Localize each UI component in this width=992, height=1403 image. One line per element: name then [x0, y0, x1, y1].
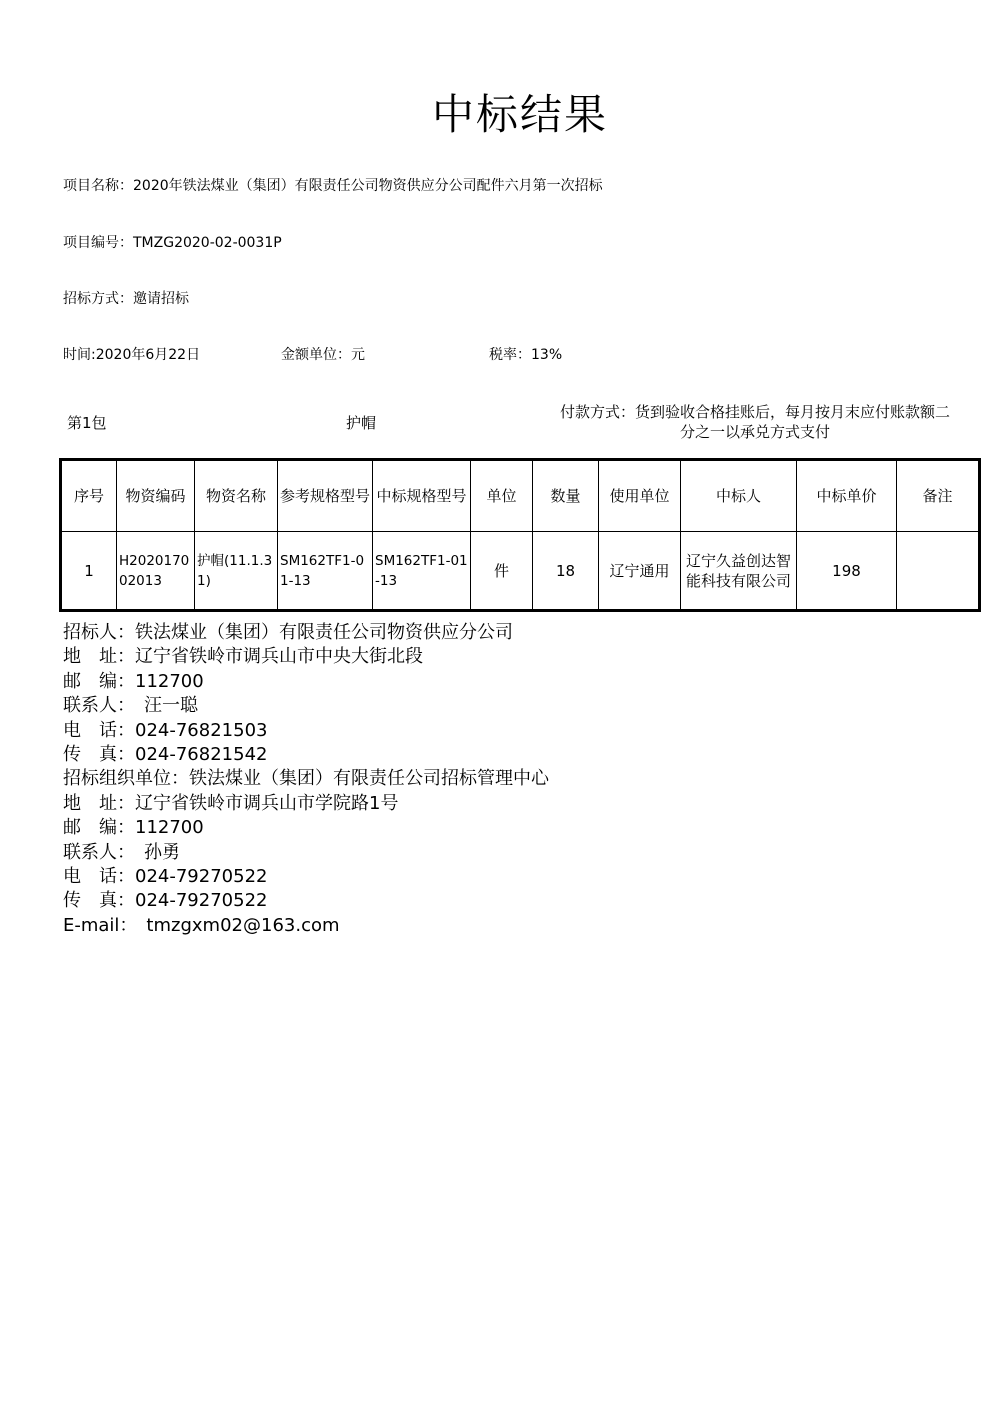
- tenderer-postcode: 邮 编：112700: [63, 670, 204, 692]
- cell-unit: 件: [471, 532, 533, 611]
- header-cell: 中标规格型号: [373, 460, 471, 532]
- agency-postcode: 邮 编：112700: [63, 817, 204, 839]
- header-cell: 数量: [533, 460, 599, 532]
- agency-fax: 传 真：024-79270522: [63, 890, 268, 912]
- currency-unit: 金额单位：元: [281, 347, 365, 363]
- tenderer-phone: 电 话：024-76821503: [63, 719, 268, 741]
- cell-unit-price: 198: [797, 532, 897, 611]
- page-title: 中标结果: [431, 90, 608, 139]
- project-number: 项目编号：TMZG2020-02-0031P: [63, 235, 282, 251]
- header-cell: 序号: [61, 460, 117, 532]
- cell-material-name: 护帽(11.1.31): [195, 532, 278, 611]
- payment-terms-line1: 付款方式：货到验收合格挂账后，每月按月末应付账款额二: [559, 403, 950, 421]
- agency-contact-person: 联系人： 孙勇: [63, 841, 180, 863]
- cell-material-code: H202017002013: [117, 532, 195, 611]
- cell-quantity: 18: [533, 532, 599, 611]
- table-row: [61, 532, 980, 611]
- cell-remark: [897, 532, 980, 611]
- payment-terms-line2: 分之一以承兑方式支付: [679, 423, 830, 441]
- cell-award-spec: SM162TF1-01-13: [373, 532, 471, 611]
- project-name: 项目名称：2020年铁法煤业（集团）有限责任公司物资供应分公司配件六月第一次招标: [63, 178, 603, 194]
- cell-seq: 1: [61, 532, 117, 611]
- payment-terms: [530, 402, 980, 442]
- cell-winner: 辽宁久益创达智能科技有限公司: [681, 532, 797, 611]
- header-cell: 单位: [471, 460, 533, 532]
- header-cell: 物资编码: [117, 460, 195, 532]
- bidding-method: 招标方式：邀请招标: [63, 291, 189, 307]
- award-table: [59, 458, 981, 612]
- contact-info: [63, 621, 549, 938]
- agency-address: 地 址：辽宁省铁岭市调兵山市学院路1号: [63, 792, 399, 814]
- package-label: 第1包: [67, 414, 107, 432]
- tenderer-fax: 传 真：024-76821542: [63, 744, 268, 766]
- header-cell: 物资名称: [195, 460, 278, 532]
- header-cell: 中标单价: [797, 460, 897, 532]
- tenderer-address: 地 址：辽宁省铁岭市调兵山市中央大街北段: [63, 646, 423, 668]
- cell-using-unit: 辽宁通用: [599, 532, 681, 611]
- cell-ref-spec: SM162TF1-01-13: [278, 532, 373, 611]
- header-cell: 备注: [897, 460, 980, 532]
- header-cell: 使用单位: [599, 460, 681, 532]
- tenderer: 招标人：铁法煤业（集团）有限责任公司物资供应分公司: [63, 622, 513, 643]
- table-header-row: [61, 460, 980, 532]
- header-cell: 中标人: [681, 460, 797, 532]
- package-item: 护帽: [346, 414, 377, 432]
- agency-email: E-mail： tmzgxm02@163.com: [63, 914, 340, 936]
- agency-phone: 电 话：024-79270522: [63, 866, 268, 888]
- tenderer-contact-person: 联系人： 汪一聪: [63, 695, 198, 717]
- announcement-time: 时间:2020年6月22日: [63, 347, 201, 363]
- header-cell: 参考规格型号: [278, 460, 373, 532]
- agency: 招标组织单位：铁法煤业（集团）有限责任公司招标管理中心: [63, 768, 549, 790]
- tax-rate: 税率：13%: [489, 347, 563, 363]
